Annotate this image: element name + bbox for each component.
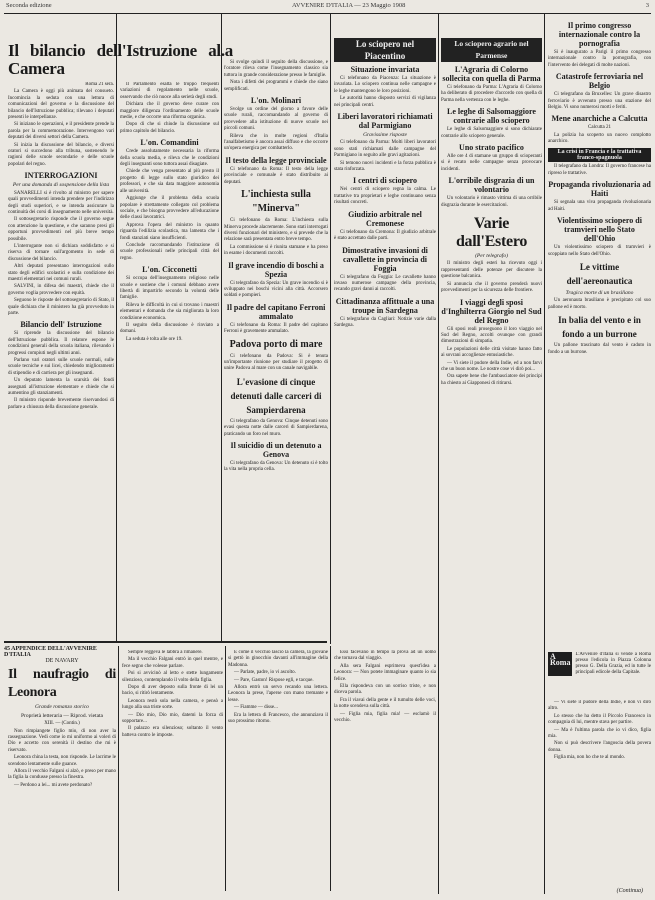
main-headline: Il bilancio dell'Istruzione al.a Camera — [8, 41, 233, 78]
feuilleton-credits: Proprietà letteraria — Riprod. vietata — [20, 712, 103, 719]
dateline: Roma 21 sera. — [85, 82, 114, 87]
head-inchiesta-minerva: L'inchiesta sulla "Minerva" — [241, 189, 311, 215]
feuilleton-chapter: XIII. — (Contin.) — [44, 721, 80, 727]
head-viaggi-sposi: I viaggi degli sposi d'Inghilterra Giorgio nel Sud del Regno — [441, 297, 542, 325]
feuilleton-col-4: Essi facevano in tempo la prova ad un uomo che tornava dal viaggio. Alla sera Falgani esprimeva quest'idea a Leonora: — Non potete immaginare quanto io sia felice. Ella rispondeva con un sorriso triste, e non diceva parola. Fra il viavai della gente e il tumulto delle voci, la notte scendeva sulla città. — Figlia mia, figlia mia! — esclamò il vecchio. — [334, 650, 436, 724]
feuilleton-rule — [4, 641, 327, 643]
head-suicidio-genova: Il suicidio di un detenuto a Genova — [230, 441, 322, 459]
column-4: Lo sciopero nel Piacentino Situazione invariata Ci telefonano da Piacenza: La situazione è invariata. Lo sciopero continua nelle campagne e le leghe mantengono le loro posizioni. Le autorità hanno disposto servizi di vigilanza nei principali centri. Liberi lavoratori richiamati dal Parmigiano Gravissime risposte Ci telefonano da Parma: Molti liberi lavoratori sono stati richiamati dalle campagne del Parmigiano in seguito alle gravi agitazioni. Si temono nuovi incidenti e la forza pubblica è stata rinforzata. I centri di sciopero Nei centri di sciopero regna la calma. Le trattative tra proprietari e leghe continuano senza risultati concreti. Giudizio arbitrale nel Cremonese Ci telefonano da Cremona: Il giudizio arbitrale è stato accettato dalle parti. Dimostrative invasioni di cavallette in provincia di Foggia Ci telegrafano da Foggia: Le cavallette hanno invaso numerose campagne della provincia, recando gravi danni ai raccolti. Cittadinanza affittuale a una troupe in Sardegna Ci telegrafano da Cagliari: Notizie varie dalla Sardegna. — [334, 39, 436, 329]
head-evasione-detenuti: L'evasione di cinque detenuti dalle carceri di Sampierdarena — [230, 376, 322, 415]
head-liberi-lavoratori: Liberi lavoratori richiamati dal Parmigiano — [337, 112, 433, 131]
col-rule-1 — [116, 14, 117, 641]
box-sciopero-piacentino: Lo sciopero nel Piacentino — [334, 38, 436, 62]
roma-block — [548, 652, 651, 697]
feuilleton-author: DE NAVARY — [45, 658, 79, 664]
column-3: Si svolge quindi il seguito della discussione, e l'oratore rileva come l'insegnamento classico sia tuttora in grande considerazione presso le famiglie. Nota i difetti dei programmi e chiede che siano semplificati. L'on. Molinari Svolge un ordine del giorno a favore delle scuole rurali, raccomandando al governo di provvedere alla istituzione di nuove scuole nei piccoli comuni. Rileva che in molte regioni d'Italia l'analfabetismo è ancora assai diffuso e che occorre un'opera energica per combatterlo. Il testo della legge provinciale Ci telefonano da Roma: Il testo della legge provinciale e comunale è stato distribuito ai deputati. L'inchiesta sulla "Minerva" Ci telefonano da Roma: L'inchiesta sulla Minerva procede alacremente. Sono stati interrogati diversi funzionari del ministero, e si prevede che la relazione sarà presentata entro breve tempo. La commissione si è riunita stamane e ha preso in esame i documenti raccolti. Il grave incendio di boschi a Spezia Ci telegrafano da Spezia: Un grave incendio si è sviluppato nei boschi vicini alla città. Accorsero soldati e pompieri. Il padre del capitano Ferroni ammalato Ci telefonano da Roma: Il padre del capitano Ferroni è gravemente ammalato. Padova porto di mare Ci telefonano da Padova: Si è tenuta un'importante riunione per studiare il progetto di unire Padova al mare con un canale navigabile. L'evasione di cinque detenuti dalle carceri di Sampierdarena Ci telegrafano da Genova: Cinque detenuti sono evasi questa notte dalle carceri di Sampierdarena, praticando un foro nel muro. Il suicidio di un detenuto a Genova Ci telegrafano da Genova: Un detenuto si è tolto la vita nella propria cella. — [224, 60, 328, 473]
col-rule-2 — [221, 14, 222, 641]
head-situazione-invariata: Situazione invariata — [350, 65, 420, 74]
head-catastrofe-belgio: Catastrofe ferroviaria nel Belgio — [555, 72, 644, 91]
head-vittime-aeronautica-sub: Tragica morte di un brasiliano — [565, 289, 634, 296]
box-sciopero-parmense: Lo sciopero agrario nel Parmense — [441, 38, 542, 62]
head-comandini: L'on. Comandini — [140, 138, 199, 148]
column-2: Il Parlamento esalta le troppo frequenti variazioni di regolamento nelle scuole, osservando che ciò nuoce alla serietà degli studi. Dichiara che il governo deve curare con maggiore diligenza l'ordinamento delle scuole medie, e che occorre una riforma organica. Dopo di che si chiude la discussione sul primo capitolo del bilancio. L'on. Comandini Crede assolutamente necessaria la riforma della scuola media, e rileva che le condizioni degli insegnanti sono tuttora assai disagiate. Chiede che venga presentato al più presto il progetto di legge sullo stato giuridico dei professori, e che sia data maggiore autonomia alle università. Aggiunge che il problema della scuola popolare è strettamente collegato col problema sociale, e che bisogna provvedere all'educazione delle classi lavoratrici. Approva l'opera del ministro in quanto riguarda l'edilizia scolastica, ma lamenta che i fondi stanziati siano insufficienti. Conclude raccomandando l'istituzione di scuole professionali nelle principali città del regno. L'on. Cicconetti Si occupa dell'insegnamento religioso nelle scuole e sostiene che i comuni debbano avere libertà di impartirlo secondo la volontà delle famiglie. Rileva le difficoltà in cui si trovano i maestri elementari e domanda che sia migliorata la loro condizione economica. Il seguito della discussione è rinviato a domani. La seduta è tolta alle ore 19. — [120, 82, 219, 342]
feuilleton-banner: 45 APPENDICE DELL'AVVENIRE D'ITALIA — [4, 646, 97, 658]
head-cicconetti: L'on. Cicconetti — [142, 265, 197, 275]
roma-text: L'Avvenire d'Italia si vende a Roma presso l'edicola in Piazza Colonna presso G. Della Grazia, ed in tutte le principali edicole della Capitale. — [575, 652, 651, 675]
head-congresso-pornografia: Il primo congresso internazionale contro la pornografia — [558, 21, 641, 48]
head-leghe-salsomaggiore: Le leghe di Salsomaggiore contrarie allo sciopero — [447, 107, 536, 126]
head-giudizio-arbitrale: Giudizio arbitrale nel Cremonese — [348, 209, 422, 228]
head-sardegna: Cittadinanza affittuale a una troupe in Sardegna — [335, 296, 435, 315]
head-sciopero-ohio: Violentissimo sciopero di tramvieri nello Stato dell'Ohio — [557, 216, 642, 244]
head-padova-porto: Padova porto di mare — [229, 338, 323, 350]
head-varie-estero: Varie dall'Estero — [455, 215, 528, 251]
col-rule-3 — [330, 14, 331, 644]
feuilleton-col-6: — Vi siete il pudore della Indie, e non vi dirò altro. Lo stesso che ha detto il Piccolo Francesco in compagnia di lui, mentre stava per partire. — Ma è l'ultima parola che io vi dico, figlia mia. Non si può descrivere l'angoscia della povera donna. Figlia mia, non ho che te al mondo. — [548, 700, 651, 761]
section-bilancio: Bilancio dell' Istruzione — [20, 320, 102, 330]
feuilleton-subtitle: Grande romanzo storico — [35, 704, 89, 711]
masthead-center: AVVENIRE D'ITALIA — 23 Maggio 1908 — [292, 2, 406, 9]
roma-box: A Roma — [548, 652, 572, 676]
head-molinari: L'on. Molinari — [250, 96, 302, 106]
head-haiti: Propaganda rivoluzionaria ad Haiti — [548, 180, 651, 199]
column-5: Lo sciopero agrario nel Parmense L'Agraria di Colorno sollecita con quella di Parma Ci telefonano da Parma: L'Agraria di Colorno ha deliberato di procedere d'accordo con quella di Parma nella vertenza con le leghe. Le leghe di Salsomaggiore contrarie allo sciopero Le leghe di Salsomaggiore si sono dichiarate contrarie allo sciopero generale. Uno strato pacifico Alle ore 4 di stamane un gruppo di scioperanti si è recato nelle campagne senza provocare incidenti. L'orribile disgrazia di un volontario Un volontario è rimasto vittima di una orribile disgrazia durante le esercitazioni. Varie dall'Estero (Per telegrafo) Il ministro degli esteri ha ricevuto oggi i rappresentanti delle potenze per discutere la questione balcanica. Si annuncia che il governo prenderà nuovi provvedimenti per la sicurezza delle frontiere. I viaggi degli sposi d'Inghilterra Giorgio nel Sud del Regno Gli sposi reali proseguono il loro viaggio nel Sud del Regno, accolti ovunque con grandi dimostrazioni di simpatia. Le popolazioni delle città visitate hanno fatto ai sovrani accoglienze entusiastiche. — Vi siete il pudore della Indie, ed a non farvi che un buon nome. Le nostre cose vi dirò poi... Ora sapete bene che l'ambasciatore dei principi ha chiesto ai Giapponesi di ritirarsi. — [441, 39, 542, 386]
feuilleton-title: Il naufragio di Leonora — [8, 667, 116, 701]
col-rule-f1 — [118, 646, 119, 891]
head-liberi-lavoratori-sub: Gravissime risposte — [363, 132, 407, 139]
feuilleton-col-3: E come il vecchio lasciò la camera, la giovane si gettò in ginocchio davanti all'immagine della Madonna. — Parlate, padre, io vi ascolto. — Pare, Gaston! Rispose egli, e tacque. Allora entrò un servo recando una lettera. Leonora la prese, l'aperse con mano tremante e lesse. — Fiamme — disse... Era la lettera di Francesco, che annunziava il suo prossimo ritorno. — [228, 650, 328, 725]
masthead-right: 3 — [645, 2, 649, 9]
col-rule-5 — [544, 14, 545, 894]
head-centri-sciopero: I centri di sciopero — [352, 176, 418, 186]
feuilleton-col-1: DE NAVARY Il naufragio di Leonora Grande romanzo storico Proprietà letteraria — Riprod. vietata XIII. — (Contin.) Non rimpiangete figlio mio, di non aver la rassegnazione. Vedi come io mi uniformo ai voleri di Dio e accetto con serenità il destino che mi è riservato. Leonora china la testa, non risponde. Le lacrime le scendono lentamente sulle guance. Allora il vecchio Falgani si alzò, e preso per mano la figlia la condusse presso la finestra. — Perdono a lei... mi avete perdonato? — [8, 658, 116, 788]
head-incendio-spezia: Il grave incendio di boschi a Spezia — [228, 260, 324, 279]
head-calcutta: Mene anarchiche a Calcutta — [551, 114, 648, 124]
head-legge-provinciale: Il testo della legge provinciale — [225, 155, 327, 165]
head-varie-estero-sub: (Per telegrafo) — [475, 253, 508, 260]
col-rule-f2 — [225, 646, 226, 891]
head-crisi-francia: La crisi in Francia e la trattativa franco-spagnuola — [548, 148, 651, 163]
head-cavallette-foggia: Dimostrative invasioni di cavallette in provincia di Foggia — [342, 245, 428, 273]
head-calcutta-date: Calcutta 21 — [588, 125, 611, 131]
head-strato-pacifico: Uno strato pacifico — [459, 143, 524, 153]
masthead — [6, 2, 649, 12]
main-headline-block — [8, 40, 233, 80]
continued-label: (Continua) — [616, 888, 643, 894]
column-6: Il primo congresso internazionale contro la pornografia Si è inaugurato a Parigi il primo congresso internazionale contro la pornografia, con l'intervento dei delegati di molte nazioni. Catastrofe ferroviaria nel Belgio Ci telegrafano da Bruxelles: Un grave disastro ferroviario è avvenuto presso una stazione del Belgio. Vi sono numerosi morti e feriti. Mene anarchiche a Calcutta Calcutta 21 La polizia ha scoperto un nuovo complotto anarchico. La crisi in Francia e la trattativa franco-spagnuola Il telegrafano da Londra: Il governo francese ha ripreso le trattative. Propaganda rivoluzionaria ad Haiti Si segnala una viva propaganda rivoluzionaria ad Haiti. Violentissimo sciopero di tramvieri nello Stato dell'Ohio Un violentissimo sciopero di tramvieri è scoppiato nello Stato dell'Ohio. Le vittime dell'aereonautica Tragica morte di un brasiliano Un aeronauta brasiliano è precipitato col suo pallone ed è morto. In balia del vento e in fondo a un burrone Un pallone trascinato dal vento è caduto in fondo a un burrone. — [548, 21, 651, 355]
col-rule-4 — [438, 14, 439, 894]
head-balia-vento: In balia del vento e in fondo a un burrone — [558, 315, 641, 340]
head-disgrazia-volontario: L'orribile disgrazia di un volontario — [448, 176, 535, 195]
masthead-left: Seconda edizione — [6, 2, 52, 9]
column-1: Roma 21 sera. La Camera è oggi più animata del consueto. Incomincia la seduta con una lettura di comunicazioni del governo e la discussione del bilancio dell'Istruzione pubblica; rilevano i deputati presenti le interpellanze. Si iniziano le operazioni, e il presidente prende la parola per la commemorazione. Intervengono vari deputati dei diversi settori della Camera. Si inizia la discussione del bilancio, e diversi oratori si succedono alla tribuna, sostenendo le ragioni delle scuole secondarie e delle scuole popolari del regno. INTERROGAZIONI Per una domanda di sospensione della lista SANARELLI si è rivolto al ministro per sapere quali provvedimenti intenda prendere per l'indirizzo degli studi superiori, e se intenda assicurare la continuità dei corsi di insegnamento nelle università. Il sottosegretario risponde che il governo segue con attenzione la questione, e che saranno presi gli opportuni provvedimenti nel più breve tempo possibile. L'interrogante non si dichiara soddisfatto e si riserva di tornare sull'argomento in sede di discussione del bilancio. Altri deputati presentano interrogazioni sullo stato degli edifici scolastici e sulla condizione dei maestri elementari nei comuni rurali. SALVINI, in difesa dei maestri, chiede che il governo voglia provvedere con equità. Seguono le risposte del sottosegretario di Stato, il quale dichiara che il ministero ha già provveduto in parte. Bilancio dell' Istruzione Si riprende la discussione del bilancio dell'Istruzione pubblica. Il relatore espone le condizioni generali della scuola italiana, rilevando i progressi compiuti negli ultimi anni. Parlano vari oratori sulle scuole normali, sulle scuole tecniche e sui licei, chiedendo miglioramenti di stipendio e di carriera per gli insegnanti. Un deputato lamenta la scarsità dei fondi assegnati all'istruzione elementare e chiede che si aumentino gli stanziamenti. Il ministro risponde brevemente riservandosi di parlare a chiusura della discussione generale. — [8, 82, 114, 410]
top-rule — [4, 13, 651, 14]
section-interrogazioni: INTERROGAZIONI — [24, 171, 98, 181]
head-capitano-ferroni: Il padre del capitano Ferroni ammalato — [226, 302, 326, 321]
section-interrogazioni-sub: Per una domanda di sospensione della lista — [12, 182, 110, 189]
head-vittime-aeronautica: Le vittime dell'aereonautica — [566, 261, 633, 286]
head-agraria-colorno: L'Agraria di Colorno sollecita con quella di Parma — [442, 65, 541, 83]
col-rule-f3 — [330, 646, 331, 891]
feuilleton-col-2: Sempre reggeva le labbra a rimanere. Ma il vecchio Falgani entrò in quel mentre, e fece segno che volesse parlare. Poi si avvicinò al letto e stette lungamente silenzioso, contemplando il volto della figlia. Dopo di aver deposto sulla fronte di lei un bacio, si ritirò lentamente. Leonora restò sola nella camera, e pensò a lungo alla sua triste sorte. — Dio mio, Dio mio, datemi la forza di sopportare... Il palazzo era silenzioso; soltanto il vento batteva contro le imposte. — [122, 650, 223, 738]
